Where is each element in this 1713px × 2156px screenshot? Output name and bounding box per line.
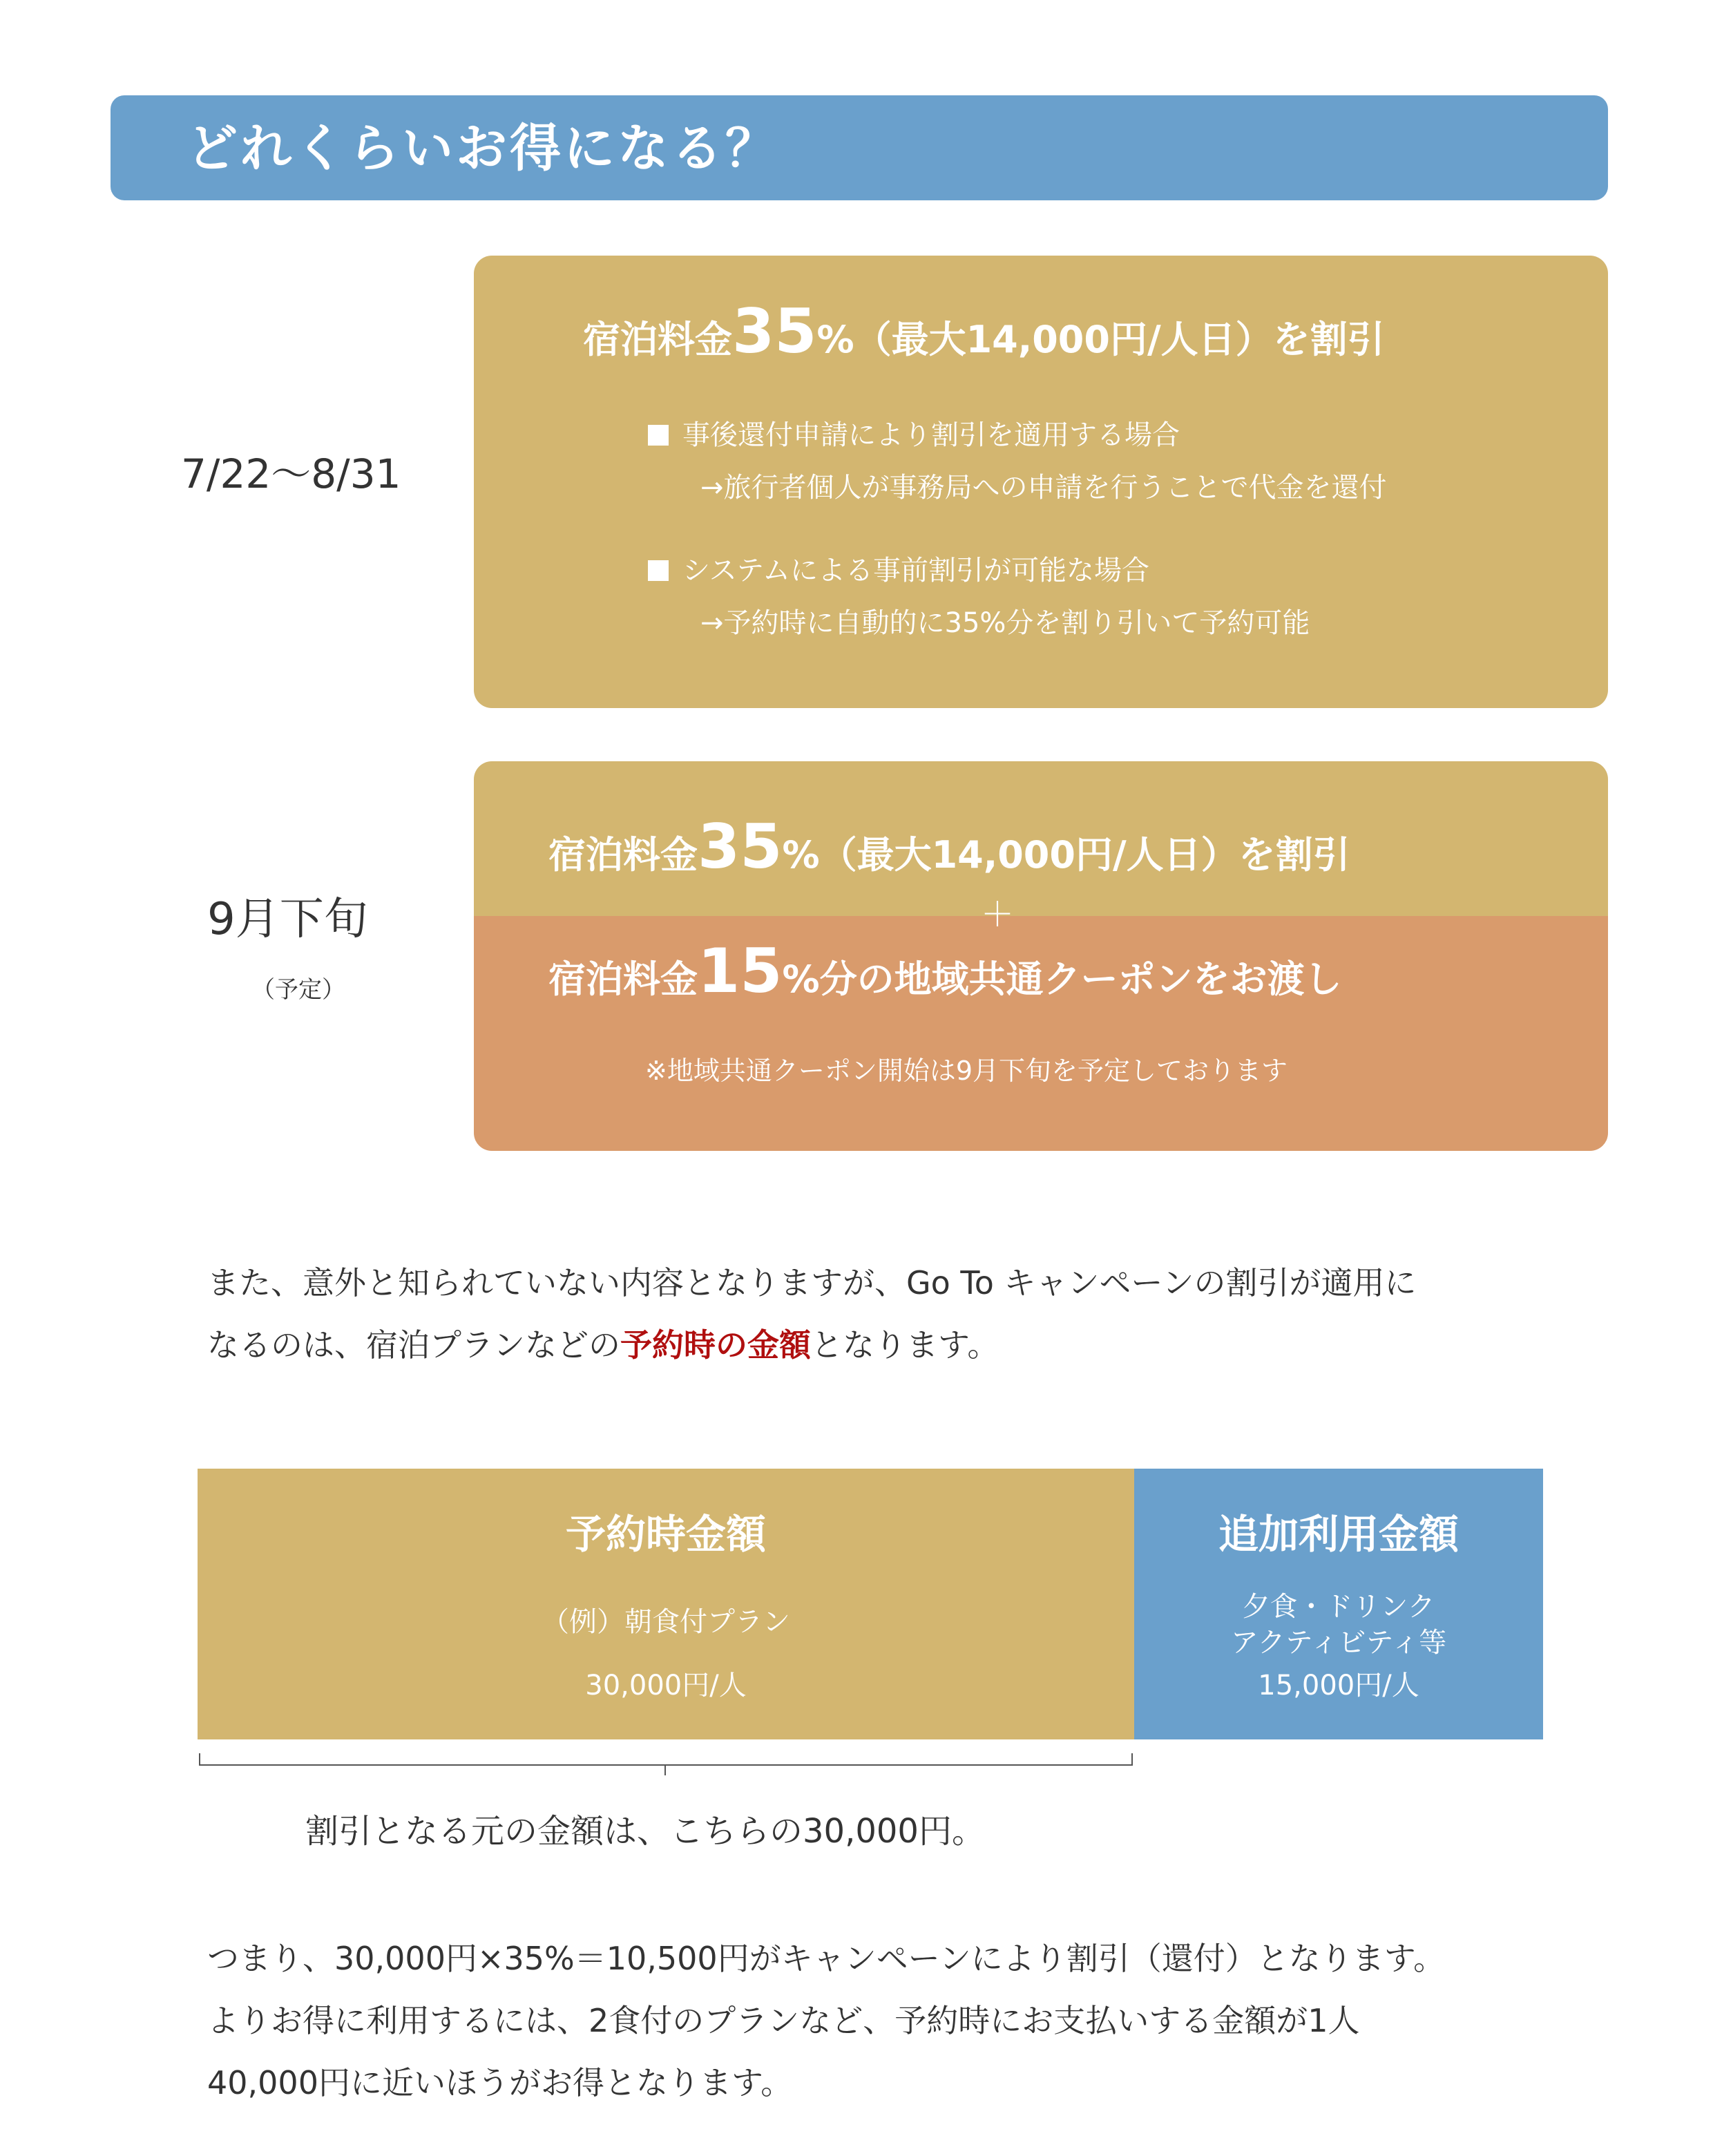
conclusion-paragraph-line: よりお得に利用するには、2食付のプランなど、予約時にお支払いする金額が1人 [207,2002,1360,2039]
bracket-center-tick [664,1766,666,1775]
method-item-post-refund [648,414,1180,456]
plan-example: （例）朝食付プラン [542,1606,790,1638]
block-title: 追加利用金額 [1218,1511,1459,1558]
discount-headline [583,290,1385,381]
headline-suffix: %（最大14,000円/人日）を割引 [816,318,1385,361]
coupon-line [548,930,1342,1021]
conclusion-paragraph-line: 40,000円に近いほうがお得となります。 [207,2064,793,2101]
method-item-pre-discount [648,550,1149,591]
block-title: 予約時金額 [565,1511,766,1558]
explanation-paragraph-line: また、意外と知られていない内容となりますが、Go To キャンペーンの割引が適用に [207,1264,1417,1301]
period-label-second: 9月下旬 [207,894,368,945]
square-bullet-icon [648,425,669,446]
coupon-note: ※地域共通クーポン開始は9月下旬を予定しております [645,1056,1288,1086]
bracket-caption: 割引となる元の金額は、こちらの30,000円。 [305,1812,985,1851]
additional-amount-block [1134,1469,1543,1739]
discount-line [548,805,1350,897]
square-bullet-icon [648,560,669,581]
conclusion-paragraph-line: つまり、30,000円×35%＝10,500円がキャンペーンにより割引（還付）となります。 [207,1940,1446,1977]
bracket-right-end [1131,1753,1133,1766]
highlighted-text: 予約時の金額 [620,1326,811,1364]
plan-price: 30,000円/人 [585,1670,747,1701]
text-segment: なるのは、宿泊プランなどの [207,1326,620,1364]
line-percent-number: 35 [698,811,783,882]
additional-items-line: 夕食・ドリンク [1242,1591,1435,1623]
additional-items-line: アクティビティ等 [1230,1627,1447,1659]
additional-price: 15,000円/人 [1258,1670,1419,1701]
explanation-paragraph-line [207,1314,999,1376]
plus-sign: ＋ [981,895,1015,934]
line-prefix: 宿泊料金 [548,833,698,877]
bracket-line [199,1764,1133,1766]
line-suffix: %分の地域共通クーポンをお渡し [782,957,1342,1001]
headline-percent-number: 35 [732,296,817,367]
method-item-detail: →予約時に自動的に35%分を割り引いて予約可能 [700,607,1310,639]
method-item-title: システムによる事前割引が可能な場合 [682,555,1149,586]
method-item-title: 事後還付申請により割引を適用する場合 [682,419,1180,451]
headline-prefix: 宿泊料金 [583,318,732,361]
line-prefix: 宿泊料金 [548,957,698,1001]
section-title: どれくらいお得になる？ [186,119,779,178]
method-item-detail: →旅行者個人が事務局への申請を行うことで代金を還付 [700,472,1387,504]
booking-amount-block [198,1469,1134,1739]
period-label-second-note: （予定） [251,976,345,1004]
period-label-first: 7/22～8/31 [181,450,401,497]
line-percent-number: 15 [698,935,783,1007]
line-suffix: %（最大14,000円/人日）を割引 [782,833,1350,877]
text-segment: となります。 [811,1326,999,1364]
